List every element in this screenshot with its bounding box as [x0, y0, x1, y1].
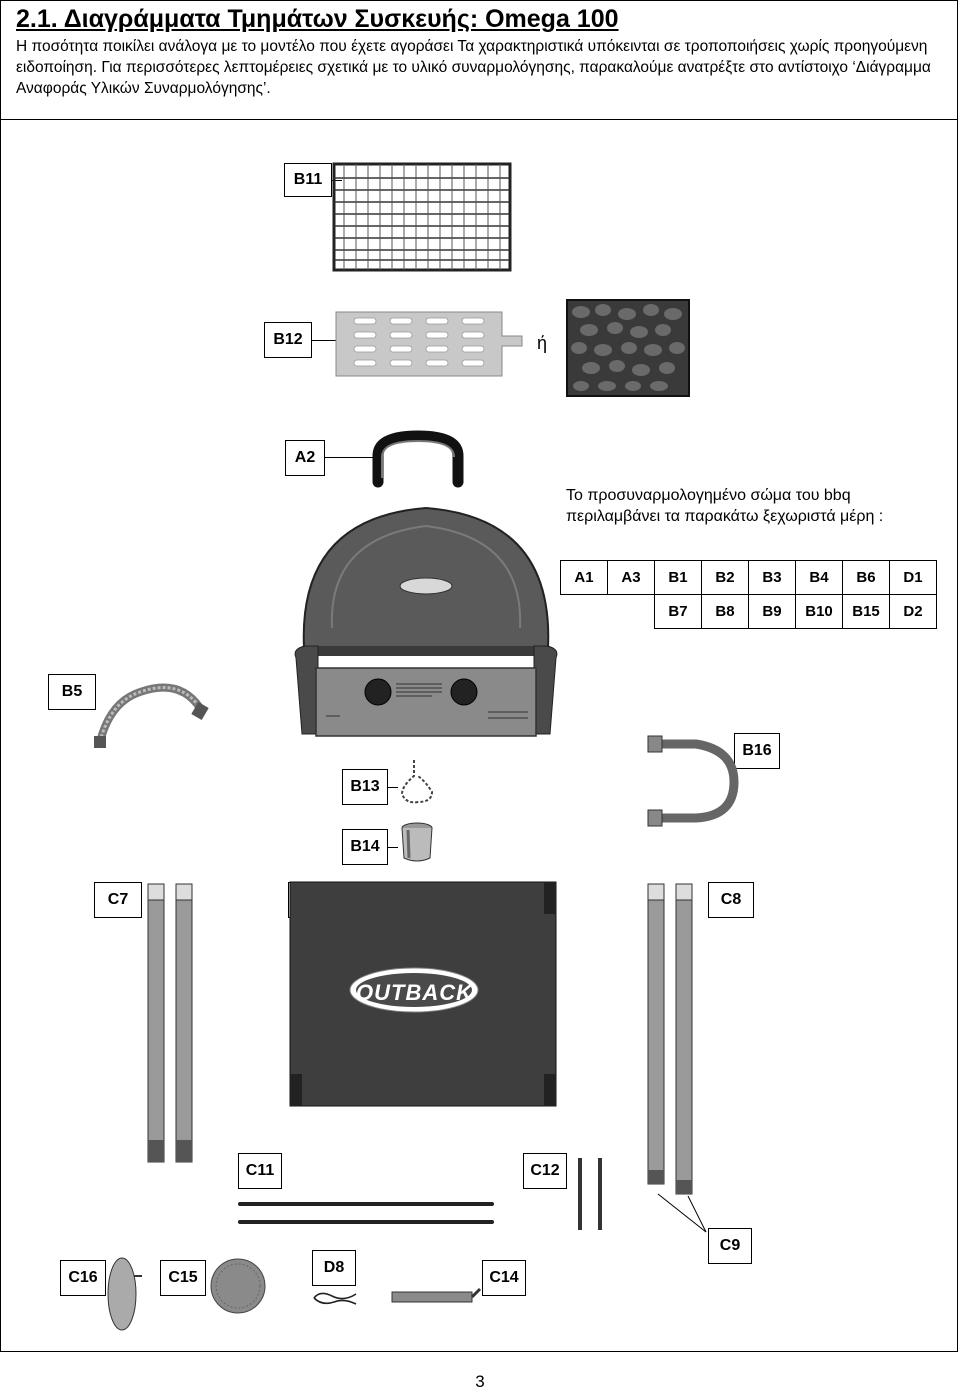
part-cell: B6: [843, 561, 890, 595]
empty-cell: [608, 595, 655, 629]
rods-c12-image: [570, 1154, 610, 1236]
label-c16: C16: [60, 1260, 106, 1296]
empty-cell: [561, 595, 608, 629]
grease-cup-image: [398, 822, 436, 864]
part-c16-image: [104, 1254, 144, 1338]
legs-c8-image: [644, 880, 704, 1200]
bbq-body-image: [292, 498, 560, 748]
pointer-c9: [648, 1180, 712, 1236]
part-cell: D2: [890, 595, 937, 629]
part-cell: B4: [796, 561, 843, 595]
part-cell: B9: [749, 595, 796, 629]
label-c8: C8: [708, 882, 754, 918]
label-b12: B12: [264, 322, 312, 358]
part-cell: B2: [702, 561, 749, 595]
or-text: ή: [537, 333, 548, 353]
part-cell: B7: [655, 595, 702, 629]
pointer-b14: [388, 847, 398, 848]
rod-c14-image: [388, 1286, 482, 1308]
part-cell: D1: [890, 561, 937, 595]
pointer-a2: [325, 457, 373, 458]
u-bracket-image: [646, 730, 742, 830]
label-c12: C12: [523, 1153, 567, 1189]
label-c9: C9: [708, 1228, 752, 1264]
label-b14: B14: [342, 829, 388, 865]
part-cell: B1: [655, 561, 702, 595]
gas-hose-image: [90, 672, 220, 752]
label-b13: B13: [342, 769, 388, 805]
preassembled-note: Το προσυναρμολογημένο σώμα του bbq περιλαμβάνει τα παρακάτω ξεχωριστά μέρη :: [566, 487, 884, 525]
rods-c11-image: [236, 1196, 498, 1230]
preassembled-parts-table: [560, 560, 937, 629]
part-cell: A1: [561, 561, 608, 595]
page-header: [0, 0, 958, 120]
cooking-grill-image: [330, 160, 515, 275]
intro-text: Η ποσότητα ποικίλει ανάλογα με το μοντέλο που έχετε αγοράσει Τα χαρακτηριστικά υπόκεινται σε τροποποιήσεις χωρίς προηγούμενη ειδοποίηση. Για περισσότερες λεπτομέρειες σχετικά με το υλικό συναρμολόγησης, παρακαλούμε ανατρέξτε στο αντίστοιχο ‘Διάγραμμα Αναφοράς Υλικών Συναρμολόγησης’.: [16, 38, 931, 97]
legs-c7-image: [144, 880, 200, 1170]
clip-d8-image: [310, 1288, 360, 1310]
page-title: 2.1. Διαγράμματα Τμημάτων Συσκευής: Omega 100: [16, 5, 619, 33]
label-c15: C15: [160, 1260, 206, 1296]
part-cell: B8: [702, 595, 749, 629]
part-cell: A3: [608, 561, 655, 595]
label-c14: C14: [482, 1260, 526, 1296]
part-cell: B15: [843, 595, 890, 629]
outback-logo-text: OUTBACK: [356, 980, 473, 1005]
part-c15-image: [208, 1256, 268, 1316]
label-b5: B5: [48, 674, 96, 710]
lid-handle-image: [368, 430, 468, 490]
lava-rock-tray-image: [563, 296, 693, 400]
label-b11: B11: [284, 163, 332, 197]
label-c11: C11: [238, 1153, 282, 1189]
label-a2: A2: [285, 440, 325, 476]
chain-image: [396, 756, 440, 808]
page-number: 3: [475, 1372, 485, 1391]
label-b16: B16: [734, 733, 780, 769]
part-cell: B3: [749, 561, 796, 595]
flame-tamer-image: [334, 308, 524, 380]
part-cell: B10: [796, 595, 843, 629]
label-d8: D8: [312, 1250, 356, 1286]
label-c7: C7: [94, 882, 142, 918]
